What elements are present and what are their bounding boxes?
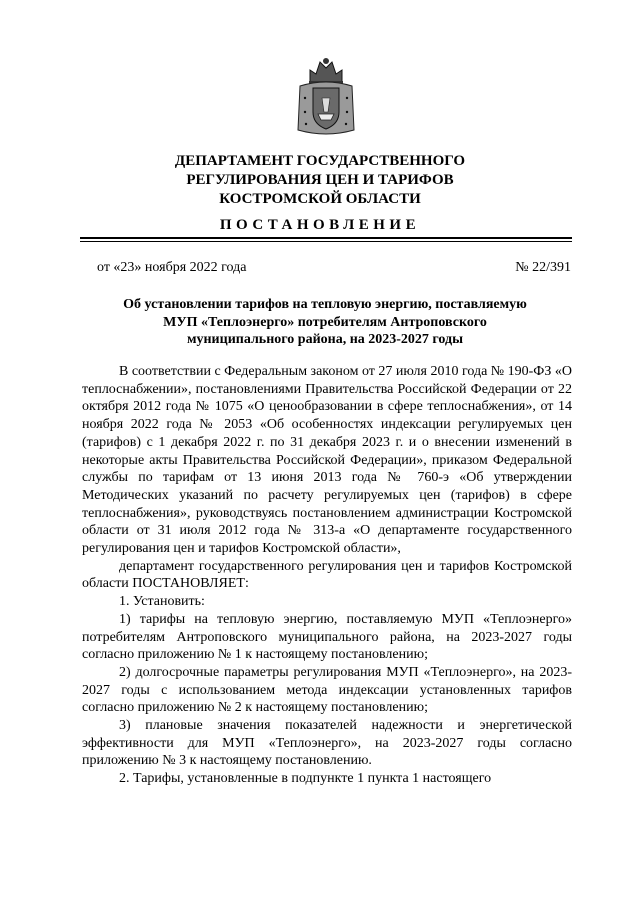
body-paragraph-subitem-2: 2) долгосрочные параметры регулирования МУП «Теплоэнерго», на 2023-2027 годы с использованием метода индексации установленных тарифов согласно приложению № 2 к настоящему постановлению;	[82, 664, 572, 716]
header-divider-thin	[80, 241, 572, 242]
document-type: ПОСТАНОВЛЕНИЕ	[219, 217, 421, 233]
department-name	[100, 152, 540, 209]
title-line: муниципального района, на 2023-2027 годы	[186, 332, 464, 347]
coat-of-arms-emblem	[296, 56, 356, 138]
body-paragraph-subitem-3: 3) плановые значения показателей надежности и энергетической эффективности для МУП «Теплоэнерго», на 2023-2027 годы согласно приложению № 3 к настоящему постановлению.	[82, 718, 572, 769]
title-line: МУП «Теплоэнерго» потребителям Антроповского	[163, 314, 487, 330]
body-paragraph-item-2: 2. Тарифы, установленные в подпункте 1 пункта 1 настоящего	[119, 771, 492, 787]
body-paragraph-subitem-1: 1) тарифы на тепловую энергию, поставляемую МУП «Теплоэнерго» потребителям Антроповского муниципального района, на 2023-2027 годы согласно приложению № 1 к настоящему постановлению;	[82, 611, 572, 663]
department-line: РЕГУЛИРОВАНИЯ ЦЕН И ТАРИФОВ	[186, 172, 454, 188]
document-date: от «23» ноября 2022 года	[97, 260, 247, 275]
header-divider-thick	[80, 237, 572, 239]
body-paragraph-resolves: департамент государственного регулирования цен и тарифов Костромской области ПОСТАНОВЛЯЕТ:	[82, 558, 572, 592]
body-paragraph-item-1: 1. Установить:	[119, 594, 205, 610]
document-number: № 22/391	[515, 260, 571, 275]
document-title	[120, 296, 530, 349]
document-body	[82, 363, 572, 788]
department-line: ДЕПАРТАМЕНТ ГОСУДАРСТВЕННОГО	[174, 153, 466, 169]
title-line: Об установлении тарифов на тепловую энергию, поставляемую	[123, 297, 527, 312]
body-paragraph-preamble: В соответствии с Федеральным законом от 27 июля 2010 года № 190-ФЗ «О теплоснабжении», постановлениями Правительства Российской Федерации от 22 октября 2012 года № 1075 «О ценообразовании в сфере теплоснабжения», от 14 ноября 2022 года № 2053 «Об особенностях индексации регулируемых цен (тарифов) с 1 декабря 2022 г. по 31 декабря 2023 г. и о внесении изменений в некоторые акты Правительства Российской Федерации», приказом Федеральной службы по тарифам от 13 июня 2013 года № 760-э «Об утверждении Методических указаний по расчету регулируемых цен (тарифов) в сфере теплоснабжения», руководствуясь постановлением администрации Костромской области от 31 июля 2012 года № 313-а «О департаменте государственного регулирования цен и тарифов Костромской области»,	[82, 364, 572, 557]
department-line: КОСТРОМСКОЙ ОБЛАСТИ	[219, 191, 421, 207]
